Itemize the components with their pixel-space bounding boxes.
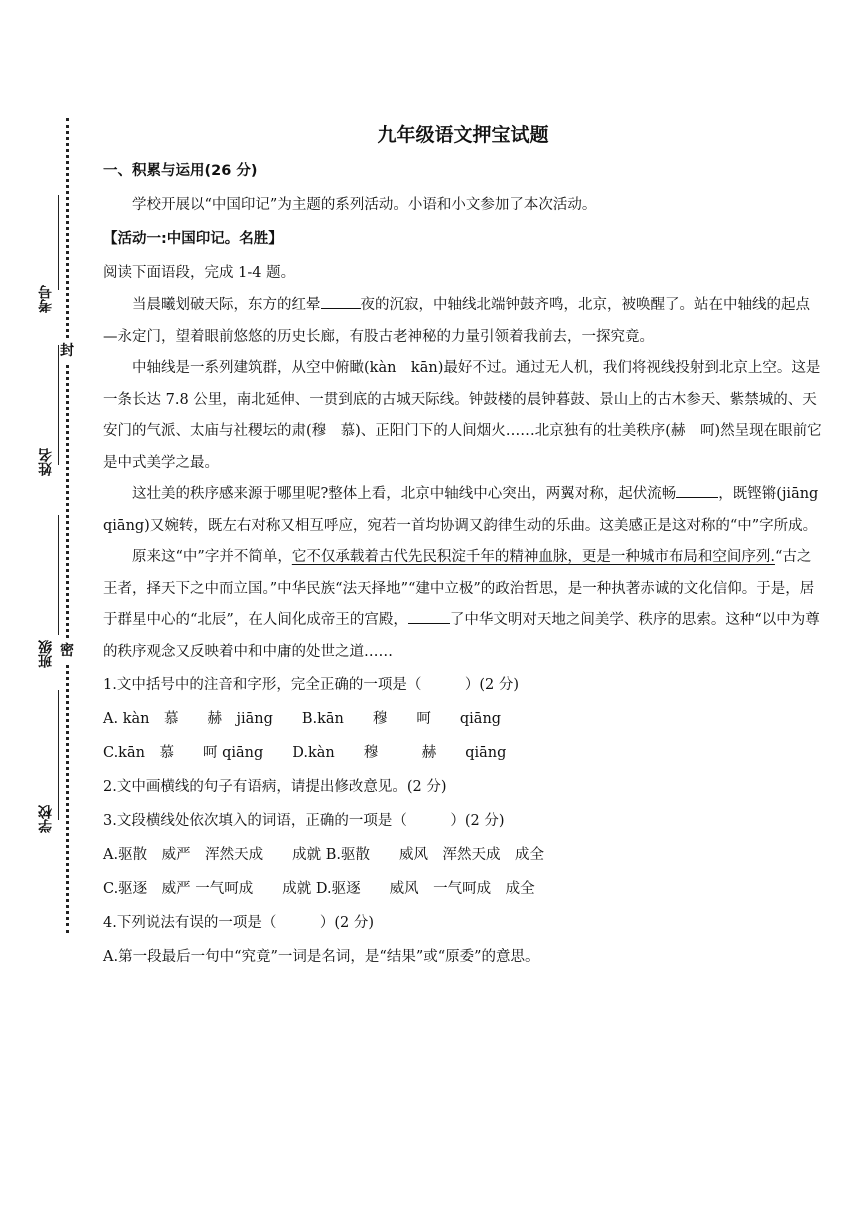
exam-content [103, 118, 833, 974]
question-1-options-ab: A. kàn 慕 赫 jiāng B.kān 穆 呵 qiāng [103, 711, 502, 727]
p1-part-b: 夜的沉寂，中轴线北端钟鼓齐鸣，北京，被唤醒了。站在中轴线的起点—永定门，望着眼前悠悠的历史长廊，有股古老神秘的力量引领着我前去，一探究竟。 [103, 297, 810, 345]
question-1: 1.文中括号中的注音和字形，完全正确的一项是（ ）(2 分) [103, 677, 519, 693]
question-4: 4.下列说法有误的一项是（ ）(2 分) [103, 915, 374, 931]
question-4-option-a: A.第一段最后一句中“究竟”一词是名词，是“结果”或“原委”的意思。 [103, 949, 540, 965]
xingming-label: 姓名 [38, 448, 54, 476]
seal-char-mi: 密 [60, 638, 74, 662]
xingming-line [58, 345, 59, 465]
exam-title: 九年级语文押宝试题 [377, 124, 549, 146]
p4-part-c: 了中华文明对天地之间美学、秩序的思索。这种“以中为尊的秩序观念又反映着中和中庸的处世之道…… [103, 612, 820, 660]
passage-paragraph-2: 中轴线是一系列建筑群，从空中俯瞰(kàn kān)最好不过。通过无人机，我们将视线投射到北京上空。这是一条长达 7.8 公里，南北延伸、一贯到底的古城天际线。钟鼓楼的晨钟暮鼓、景山上的古木参天、紫禁城的、天安门的气派、太庙与社稷坛的肃(穆 慕)、正阳门下的人间烟火……北京独有的壮美秩序(赫 呵)然呈现在眼前它是中式美学之最。 [103, 360, 822, 471]
p3-part-b: ，既铿锵(jiāng qiāng)又婉转，既左右对称又相互呼应，宛若一首均协调又韵律生动的乐曲。这美感正是这对称的“中”字所成。 [103, 486, 833, 534]
kaohao-line [58, 195, 59, 290]
fill-blank-1 [321, 294, 361, 310]
question-3-options-ab: A.驱散 威严 浑然天成 成就 B.驱散 威风 浑然天成 成全 [103, 847, 544, 863]
banji-line [58, 515, 59, 635]
underlined-sentence: 它不仅承载着古代先民积淀千年的精神血脉，更是一种城市布局和空间序列. [291, 549, 775, 565]
passage-paragraph-3 [103, 479, 833, 542]
xuexiao-label: 学校 [38, 805, 54, 833]
question-2: 2.文中画横线的句子有语病，请提出修改意见。(2 分) [103, 779, 447, 795]
p1-part-a: 当晨曦划破天际，东方的红晕 [132, 297, 321, 313]
seal-dotted-line [66, 118, 69, 933]
section-heading: 一、积累与运用(26 分) [103, 163, 258, 179]
activity-heading: 【活动一:中国印记。名胜】 [103, 231, 283, 247]
question-3-options-cd: C.驱逐 威严 一气呵成 成就 D.驱逐 威风 一气呵成 成全 [103, 881, 535, 897]
seal-char-feng: 封 [60, 338, 74, 362]
kaohao-label: 考号 [38, 285, 54, 313]
passage-paragraph-1 [103, 290, 823, 353]
banji-label: 班级 [38, 640, 54, 668]
intro-text: 学校开展以“中国印记”为主题的系列活动。小语和小文参加了本次活动。 [132, 197, 597, 213]
fill-blank-3 [408, 609, 450, 625]
p4-part-b: “古之王者，择天下之中而立国。”中华民族“法天择地”“建中立极”的政治哲思，是一种执著赤诚的文化信仰。于是，居于群星中心的“北辰”，在人间化成帝王的宫殿， [103, 549, 815, 628]
question-1-options-cd: C.kān 慕 呵 qiāng D.kàn 穆 赫 qiāng [103, 745, 507, 761]
xuexiao-line [58, 690, 59, 820]
p3-part-a: 这壮美的秩序感来源于哪里呢?整体上看，北京中轴线中心突出，两翼对称，起伏流畅 [132, 486, 677, 502]
fill-blank-2 [676, 483, 718, 499]
passage-paragraph-4 [103, 542, 823, 668]
reading-instruction: 阅读下面语段，完成 1-4 题。 [103, 265, 296, 281]
binding-margin [0, 0, 100, 1226]
question-3: 3.文段横线处依次填入的词语，正确的一项是（ ）(2 分) [103, 813, 505, 829]
p4-part-a: 原来这“中”字并不简单， [132, 549, 292, 565]
